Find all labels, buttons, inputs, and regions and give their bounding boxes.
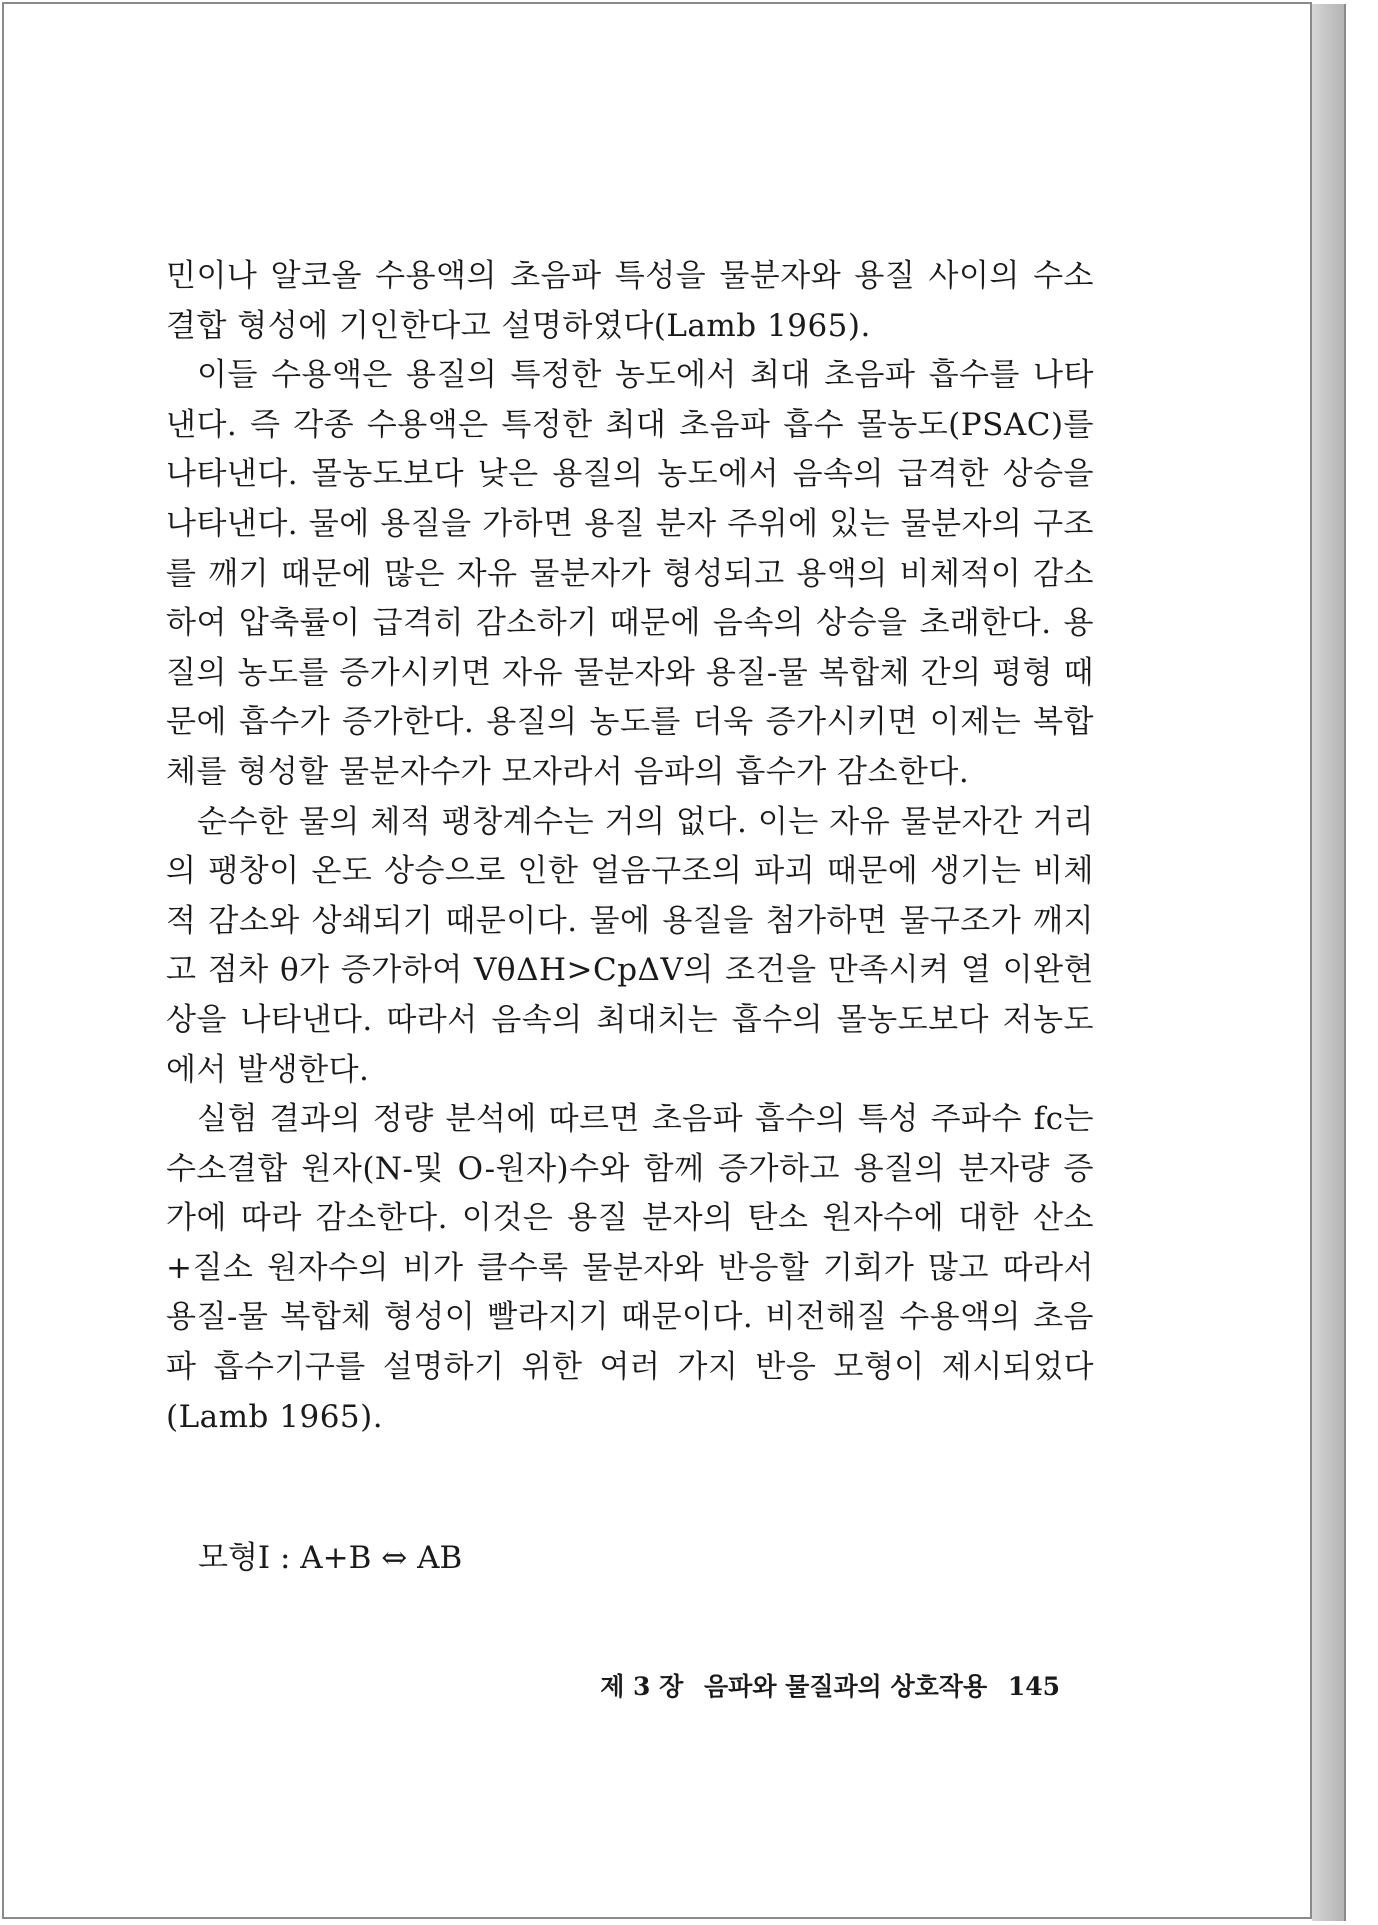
- paragraph-2: 이들 수용액은 용질의 특정한 농도에서 최대 초음파 흡수를 나타낸다. 즉 각종 수용액은 특정한 최대 초음파 흡수 몰농도(PSAC)를 나타낸다. 몰농도보다 낮은 용질의 농도에서 음속의 급격한 상승을 나타낸다. 물에 용질을 가하면 용질 분자 주위에 있는 물분자의 구조를 깨기 때문에 많은 자유 물분자가 형성되고 용액의 비체적이 감소하여 압축률이 급격히 감소하기 때문에 음속의 상승을 초래한다. 용질의 농도를 증가시키면 자유 물분자와 용질-물 복합체 간의 평형 때문에 흡수가 증가한다. 용질의 농도를 더욱 증가시키면 이제는 복합체를 형성할 물분자수가 모자라서 음파의 흡수가 감소한다.: [166, 357, 1094, 790]
- page-number: 145: [1007, 1672, 1060, 1701]
- page-edge: [1312, 4, 1346, 1921]
- chapter-label: 제 3 장: [600, 1672, 684, 1701]
- body-text: [166, 252, 1094, 1442]
- running-footer: [578, 1670, 1060, 1704]
- chapter-title: 음파와 물질과의 상호작용: [704, 1672, 988, 1701]
- model-formula: 모형Ⅰ : A+B ⇔ AB: [198, 1540, 463, 1576]
- paragraph-4: 실험 결과의 정량 분석에 따르면 초음파 흡수의 특성 주파수 fc는 수소결합 원자(N-및 O-원자)수와 함께 증가하고 용질의 분자량 증가에 따라 감소한다. 이것은 용질 분자의 탄소 원자수에 대한 산소+질소 원자수의 비가 클수록 물분자와 반응할 기회가 많고 따라서 용질-물 복합체 형성이 빨라지기 때문이다. 비전해질 수용액의 초음파 흡수기구를 설명하기 위한 여러 가지 반응 모형이 제시되었다(Lamb 1965).: [166, 1101, 1094, 1435]
- paragraph-1: 민이나 알코올 수용액의 초음파 특성을 물분자와 용질 사이의 수소결합 형성에 기인한다고 설명하였다(Lamb 1965).: [166, 258, 1094, 344]
- paragraph-3: 순수한 물의 체적 팽창계수는 거의 없다. 이는 자유 물분자간 거리의 팽창이 온도 상승으로 인한 얼음구조의 파괴 때문에 생기는 비체적 감소와 상쇄되기 때문이다. 물에 용질을 첨가하면 물구조가 깨지고 점차 θ가 증가하여 VθΔH>CpΔV의 조건을 만족시켜 열 이완현상을 나타낸다. 따라서 음속의 최대치는 흡수의 몰농도보다 저농도에서 발생한다.: [166, 803, 1094, 1088]
